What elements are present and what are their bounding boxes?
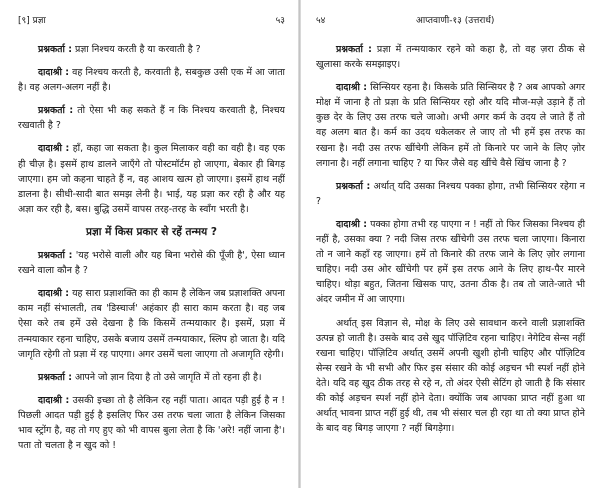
speaker-label: दादाश्री :	[38, 67, 70, 79]
right-page	[300, 0, 599, 488]
dialog-text: प्रज्ञा में तन्मयाकार रहने को कहा है, तो वह ज़रा ठीक से खुलासा करके समझाइए।	[316, 44, 585, 71]
speaker-label: प्रश्नकर्ता :	[336, 180, 371, 192]
dialog-text: सिन्सियर रहना है। किसके प्रति सिन्सियर है ? अब आपको अगर मोक्ष में जाना है तो प्रज्ञा के प्रति सिन्सियर रहो और यदि मौज-मज़े उड़ाने हैं तो कुछ देर के लिए उस तरफ चले जाओ। अभी अगर कर्म के उदय ले जाते हैं तो वह अलग बात है। कर्म का उदय धकेलकर ले जाए तो भी हमें इस तरफ का रखना है। नदी उस तरफ खींचेगी लेकिन हमें तो किनारे पर जाने के लिए ज़ोर लगाना है। नहीं लगाना चाहिए ? या फिर जैसे वह खींचे वैसे खिंच जाना है ?	[316, 82, 585, 169]
dialog-paragraph	[18, 393, 285, 453]
dialog-paragraph	[18, 65, 285, 95]
dialog-paragraph	[316, 80, 585, 171]
dialog-text: वह निश्चय करती है, करवाती है, सबकुछ उसी एक में आ जाता है। वह अलग-अलग नहीं है।	[18, 67, 285, 94]
dialog-text: 'यह भरोसे वाली और यह बिना भरोसे की पूँजी है', ऐसा ध्यान रखने वाला कौन है ?	[18, 250, 285, 277]
dialog-paragraph	[316, 179, 585, 209]
dialog-paragraph	[18, 103, 285, 133]
right-page-number: ५४	[316, 16, 326, 26]
dialog-paragraph	[18, 286, 285, 361]
book-title: आप्तवाणी-१३ (उत्तरार्ध)	[415, 16, 495, 26]
dialog-text: प्रज्ञा निश्चय करती है या करवाती है ?	[74, 44, 201, 55]
dialog-paragraph	[316, 217, 585, 308]
left-page	[0, 0, 299, 488]
left-page-number: ५३	[275, 16, 285, 26]
speaker-label: दादाश्री :	[38, 394, 70, 406]
speaker-label: प्रश्नकर्ता :	[38, 371, 72, 383]
speaker-label: दादाश्री :	[336, 82, 367, 94]
speaker-label: प्रश्नकर्ता :	[38, 105, 74, 117]
dialog-text: पक्का होगा तभी रह पाएगा न ! नहीं तो फिर जिसका निश्चय ही नहीं है, उसका क्या ? नदी जिस तरफ खींचेगी उस तरफ चला जाएगा। किनारा तो न जाने कहाँ रह जाएगा। हमें तो किनारे की तरफ जाने के लिए ज़ोर लगाना चाहिए। नदी उस ओर खींचेगी पर हमें इस तरफ आने के लिए हाथ-पैर मारने चाहिए। थोड़ा बहुत, जितना खिसक पाए, उतना ठीक है। तब तो जाते-जाते भी अंदर जमीन में आ जाएगा।	[316, 218, 585, 306]
narrative-paragraph: अर्थात् इस विज्ञान से, मोक्ष के लिए उसे सावधान करने वाली प्रज्ञाशक्ति उत्पन्न हो जाती है। उसके बाद उसे खुद पॉज़िटिव रहना चाहिए। नेगेटिव सेन्स नहीं रखना चाहिए। पॉज़िटिव अर्थात् उसमें अपनी खुशी होनी चाहिए और पॉज़िटिव सेन्स रखने के भी सभी और फिर इस संसार की कोई अड़चन भी स्पर्श नहीं होने देते। यदि वह खुद ठीक तरह से रहे न, तो अंदर ऐसी सेटिंग हो जाती है कि संसार की कोई अड़चन स्पर्श नहीं होने देता। क्योंकि जब आपका प्राप्त नहीं हुआ था अर्थात् भावना प्राप्त नहीं हुई थी, तब भी संसार चल ही रहा था तो क्या प्राप्त होने के बाद वह बिगड़ जाएगा ? नहीं बिगड़ेगा।	[316, 317, 585, 435]
dialog-text: आपने जो ज्ञान दिया है तो उसे जागृति में तो रहना ही है।	[74, 371, 262, 383]
left-page-header	[18, 14, 285, 32]
dialog-text: तो ऐसा भी कह सकते हैं न कि निश्चय करवाती है, निश्चय रखवाती है ?	[18, 105, 285, 132]
speaker-label: दादाश्री :	[38, 143, 70, 155]
speaker-label: प्रश्नकर्ता :	[336, 44, 372, 55]
section-heading: प्रज्ञा में किस प्रकार से रहें तन्मय ?	[86, 225, 217, 238]
right-page-header	[316, 14, 585, 32]
speaker-label: दादाश्री :	[38, 288, 69, 300]
left-page-body	[18, 42, 285, 453]
speaker-label: प्रश्नकर्ता :	[38, 250, 73, 262]
dialog-paragraph	[18, 42, 285, 57]
dialog-paragraph	[316, 42, 585, 72]
dialog-text: यह सारा प्रज्ञाशक्ति का ही काम है लेकिन जब प्रज्ञाशक्ति अपना काम नहीं संभालती, तब 'डिस्चार्ज' अहंकार ही सारा काम करता है। वह जब ऐसा करे तब हमें उसे देखना है कि किसमें तन्मयाकार है। इसमें, प्रज्ञा में तन्मयाकार रहना चाहिए, उसके बजाय उसमें तन्मयाकार, स्लिप हो जाता है। यदि जागृति रहेगी तो प्रज्ञा में रह पाएगा। अगर उसमें चला जाएगा तो अजागृति रहेगी।	[18, 288, 285, 360]
dialog-paragraph	[18, 370, 285, 385]
chapter-label: [९] प्रज्ञा	[18, 16, 46, 26]
dialog-text: उसकी इच्छा तो है लेकिन रह नहीं पाता। आदत पड़ी हुई है न ! पिछली आदत पड़ी हुई है इसलिए फिर उस तरफ चला जाता है लेकिन जिसका भाव स्ट्रोंग है, वह तो गए हुए को भी वापस बुला लेता है कि 'अरे! नहीं जाना है'। पता तो चलता है न खुद को !	[18, 394, 285, 452]
dialog-paragraph	[18, 141, 285, 216]
right-page-body	[316, 42, 585, 436]
speaker-label: दादाश्री :	[336, 218, 368, 230]
dialog-text: हाँ, कहा जा सकता है। कुल मिलाकर वही का वही है। वह एक ही चीज़ है। इसमें हाथ डालने जाएँगे तो पोस्टमॉर्टम हो जाएगा, बेकार ही बिगड़ जाएगा। हम जो कहना चाहते हैं न, वह आशय खत्म हो जाएगा। इसमें हाथ नहीं डालना है। सीधी-सादी बात समझ लेनी है। भाई, यह प्रज्ञा कर रही है और यह अज्ञा कर रही है, बस। बुद्धि उसमें वापस तरह-तरह के स्वाँग भरती है।	[18, 143, 285, 215]
dialog-text: अर्थात् यदि उसका निश्चय पक्का होगा, तभी सिन्सियर रहेगा न ?	[316, 180, 585, 207]
speaker-label: प्रश्नकर्ता :	[38, 44, 72, 55]
dialog-paragraph	[18, 248, 285, 278]
